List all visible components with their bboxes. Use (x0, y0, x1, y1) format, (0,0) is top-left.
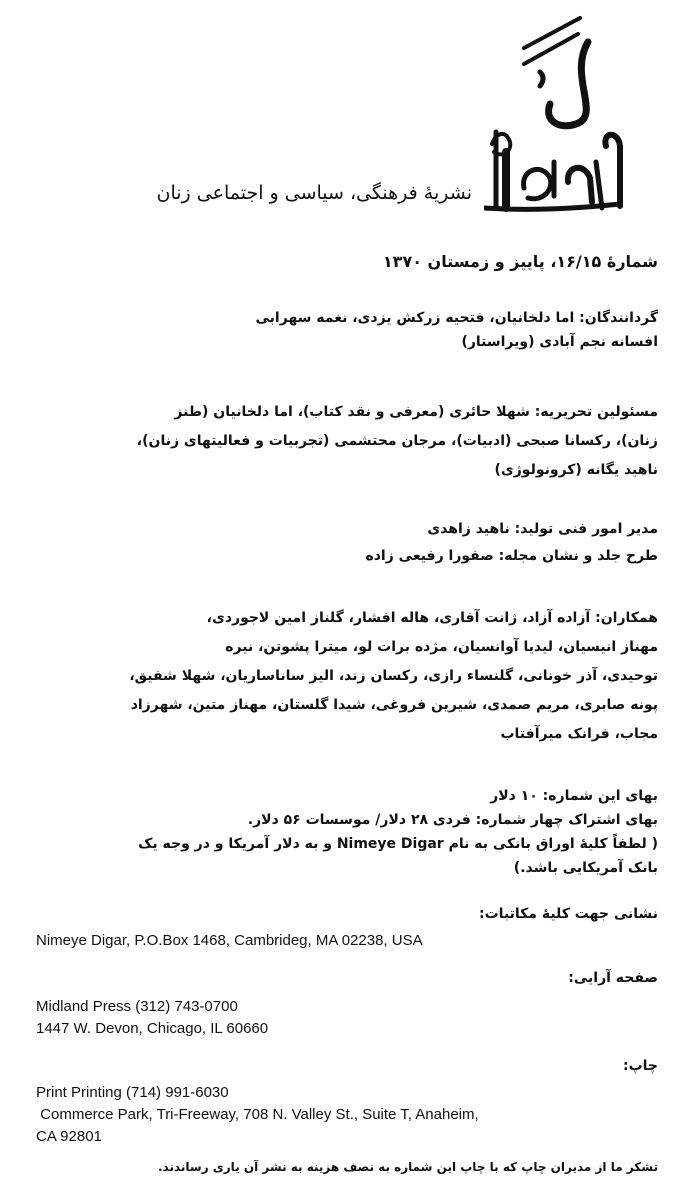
contributors-line-1 (18, 604, 658, 633)
contributors-line-5: مجاب، فرانک میرآفتاب (500, 726, 658, 742)
correspondence-address: Nimeye Digar, P.O.Box 1468, Cambrideg, MA 02238, USA (36, 932, 423, 949)
editors-label: گردانندگان: (579, 310, 658, 326)
magazine-subtitle: نشریهٔ فرهنگی، سیاسی و اجتماعی زنان (156, 182, 472, 204)
thanks-note: تشکر ما از مدیران چاپ که با چاپ این شماره به نصف هزینه به نشر آن یاری رساندند. (157, 1160, 658, 1174)
printing-line-3: CA 92801 (36, 1128, 102, 1145)
contributors-label: همکاران: (595, 610, 658, 626)
contributors-line-4: پونه صابری، مریم صمدی، شیرین فروغی، شیدا گلستان، مهناز متین، شهرزاد (130, 697, 658, 713)
editors-line-2: افسانه نجم آبادی (ویراستار) (461, 334, 658, 350)
production-block (18, 516, 658, 570)
contributors-line-3: توحیدی، آذر خونانی، گلنساء رازی، رکسان زند، الیز ساناساریان، شهلا شفیق، (129, 668, 658, 684)
price-note-line-1: ( لطفاً کلیهٔ اوراق بانکی به نام Nimeye Digar و به دلار آمریکا و در وجه یک (138, 836, 658, 852)
printing-label: چاپ: (622, 1058, 658, 1074)
printing-line-1: Print Printing (714) 991-6030 (36, 1084, 229, 1101)
production-line-2: طرح جلد و نشان مجله: صفورا رفیعی زاده (365, 548, 658, 564)
editorial-line-3: ناهید یگانه (کرونولوژی) (494, 462, 658, 478)
editorial-line-1 (18, 398, 658, 427)
layout-credit-label: صفحه آرایی: (568, 970, 658, 986)
editorial-label: مسئولین تحریریه: (534, 404, 658, 420)
price-subscription: بهای اشتراک چهار شماره: فردی ۲۸ دلار/ موسسات ۵۶ دلار. (247, 812, 658, 828)
pricing-block (18, 784, 658, 880)
editors-line-1 (18, 306, 658, 330)
contributors-block (18, 604, 658, 749)
editors-block (18, 306, 658, 354)
editorial-line-2: زنان)، رکسانا صبحی (ادبیات)، مرجان محتشمی (تجربیات و فعالیتهای زنان)، (136, 433, 658, 449)
correspondence-label: نشانی جهت کلیهٔ مکاتبات: (479, 906, 658, 922)
printing-line-2: Commerce Park, Tri-Freeway, 708 N. Valley St., Suite T, Anaheim, (36, 1106, 479, 1123)
price-note-line-2: بانک آمریکایی باشد.) (513, 860, 658, 876)
layout-credit-line-1: Midland Press (312) 743-0700 (36, 998, 238, 1015)
magazine-logo (484, 12, 624, 220)
editorial-block (18, 398, 658, 485)
issue-number: شمارهٔ ۱۶/۱۵، پاییز و زمستان ۱۳۷۰ (382, 252, 658, 271)
layout-credit-line-2: 1447 W. Devon, Chicago, IL 60660 (36, 1020, 269, 1037)
contributors-names: آزاده آزاد، ژانت آفاری، هاله افشار، گلناز امین لاجوردی، (206, 610, 591, 626)
production-line-1: مدیر امور فنی تولید: ناهید زاهدی (427, 521, 658, 537)
editorial-names: شهلا حائری (معرفی و نقد کتاب)، اما دلخانیان (طنز (174, 404, 530, 420)
price-single: بهای این شماره: ۱۰ دلار (490, 788, 658, 804)
editors-names: اما دلخانیان، فتحیه زرکش یزدی، نغمه سهرابی (255, 310, 575, 326)
contributors-line-2: مهناز انیسیان، لیدیا آوانسیان، مژده برات لو، میترا پشوتن، نیره (225, 639, 658, 655)
